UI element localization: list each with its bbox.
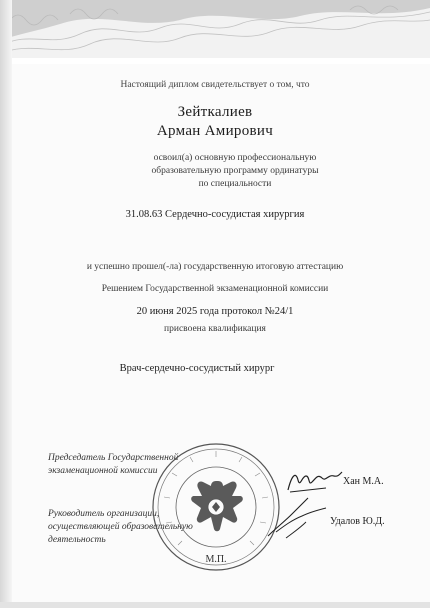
page-left-edge [0, 0, 12, 608]
decorative-border-ornament [0, 0, 430, 64]
qualification-label: присвоена квалификация [164, 324, 266, 334]
head-signature [262, 492, 330, 542]
qualification: Врач-сердечно-сосудистый хирург [119, 363, 275, 374]
completed-line-1: освоил(а) основную профессиональную [153, 153, 317, 163]
chair-title: Председатель Государственной экзаменационной комиссии [48, 453, 179, 476]
completed-line-2: образовательную программу ординатуры [151, 166, 319, 176]
date-protocol: 20 июня 2025 года протокол №24/1 [136, 306, 294, 317]
graduate-given-names: Арман Амирович [156, 123, 274, 139]
page-bottom-edge [0, 602, 430, 608]
specialty: 31.08.63 Сердечно-сосудистая хирургия [125, 209, 305, 220]
diploma-intro: Настоящий диплом свидетельствует о том, что [120, 80, 310, 90]
commission-decision: Решением Государственной экзаменационной комиссии [101, 284, 329, 294]
head-name: Удалов Ю.Д. [330, 516, 385, 527]
head-title: Руководитель организации, осуществляющей образовательную деятельность [48, 509, 193, 545]
chair-name: Хан М.А. [343, 476, 384, 487]
completed-line-3: по специальности [198, 179, 272, 189]
passed-exam-text: и успешно прошел(-ла) государственную итоговую аттестацию [86, 262, 344, 272]
seal-mp-label: М.П. [205, 554, 227, 565]
graduate-surname: Зейткалиев [177, 104, 253, 120]
